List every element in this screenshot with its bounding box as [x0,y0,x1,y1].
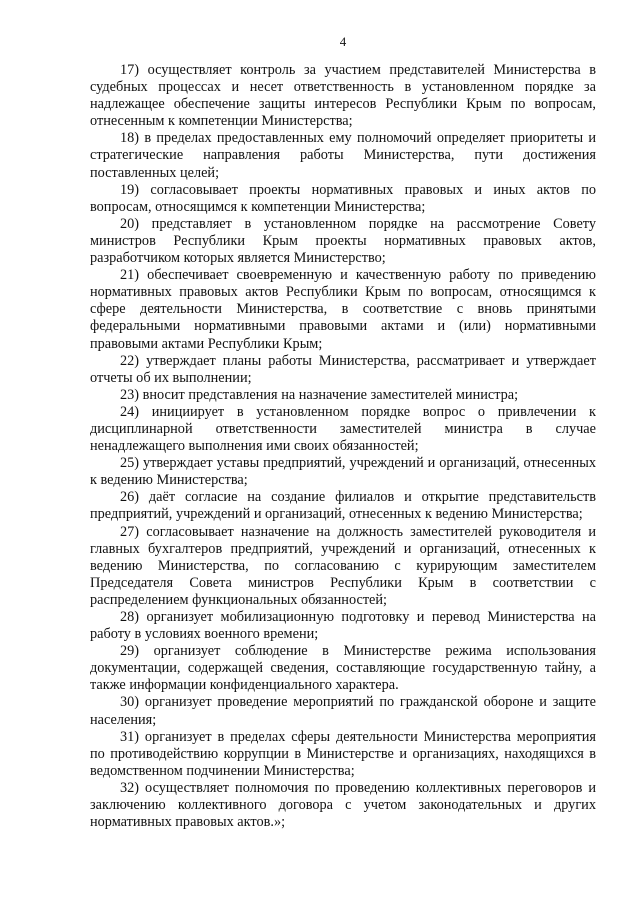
paragraph-26: 26) даёт согласие на создание филиалов и открытие представительств предприятий, учреждений и организаций, отнесенных к ведению Министерства; [90,489,596,523]
paragraph-28: 28) организует мобилизационную подготовку и перевод Министерства на работу в условиях военного времени; [90,609,596,643]
document-body [90,62,596,831]
paragraph-18: 18) в пределах предоставленных ему полномочий определяет приоритеты и стратегические направления работы Министерства, пути достижения поставленных целей; [90,130,596,181]
paragraph-20: 20) представляет в установленном порядке на рассмотрение Совету министров Республики Крым проекты нормативных правовых актов, разработчиком которых является Министерство; [90,215,596,267]
paragraph-25: 25) утверждает уставы предприятий, учреждений и организаций, отнесенных к ведению Министерства; [90,455,596,489]
paragraph-23: 23) вносит представления на назначение заместителей министра; [120,386,519,403]
paragraph-19: 19) согласовывает проекты нормативных правовых и иных актов по вопросам, относящимся к компетенции Министерства; [90,181,596,215]
paragraph-17: 17) осуществляет контроль за участием представителей Министерства в судебных процессах и несет ответственность в установленном порядке за надлежащее обеспечение защиты интересов Республики Крым по вопросам, отнесенным к компетенции Министерства; [90,62,596,130]
paragraph-27: 27) согласовывает назначение на должность заместителей руководителя и главных бухгалтеров предприятий, учреждений и организаций, отнесенных к ведению Министерства, по согласованию с курирующим заместителем Председателя Совета министров Республики Крым в соответствии с распределением функциональных обязанностей; [90,523,596,608]
paragraph-24: 24) инициирует в установленном порядке вопрос о привлечении к дисциплинарной ответственности заместителей министра в случае ненадлежащего выполнения ими своих обязанностей; [90,403,596,455]
paragraph-32: 32) осуществляет полномочия по проведению коллективных переговоров и заключению коллективного договора с учетом законодательных и других нормативных правовых актов.»; [90,779,596,831]
paragraph-29: 29) организует соблюдение в Министерстве режима использования документации, содержащей сведения, составляющие государственную тайну, а также информации конфиденциального характера. [90,643,596,694]
paragraph-30: 30) организует проведение мероприятий по гражданской обороне и защите населения; [90,694,596,728]
page-number: 4 [339,34,347,49]
paragraph-31: 31) организует в пределах сферы деятельности Министерства мероприятия по противодействию коррупции в Министерстве и организациях, находящихся в ведомственном подчинении Министерства; [90,728,596,779]
paragraph-22: 22) утверждает планы работы Министерства, рассматривает и утверждает отчеты об их выполнении; [90,352,596,386]
paragraph-21: 21) обеспечивает своевременную и качественную работу по приведению нормативных правовых актов Республики Крым по вопросам, относящимся к сфере деятельности Министерства, в соответствие с вновь принятыми федеральными нормативными правовыми актами и (или) нормативными правовыми актами Республики Крым; [90,267,596,352]
